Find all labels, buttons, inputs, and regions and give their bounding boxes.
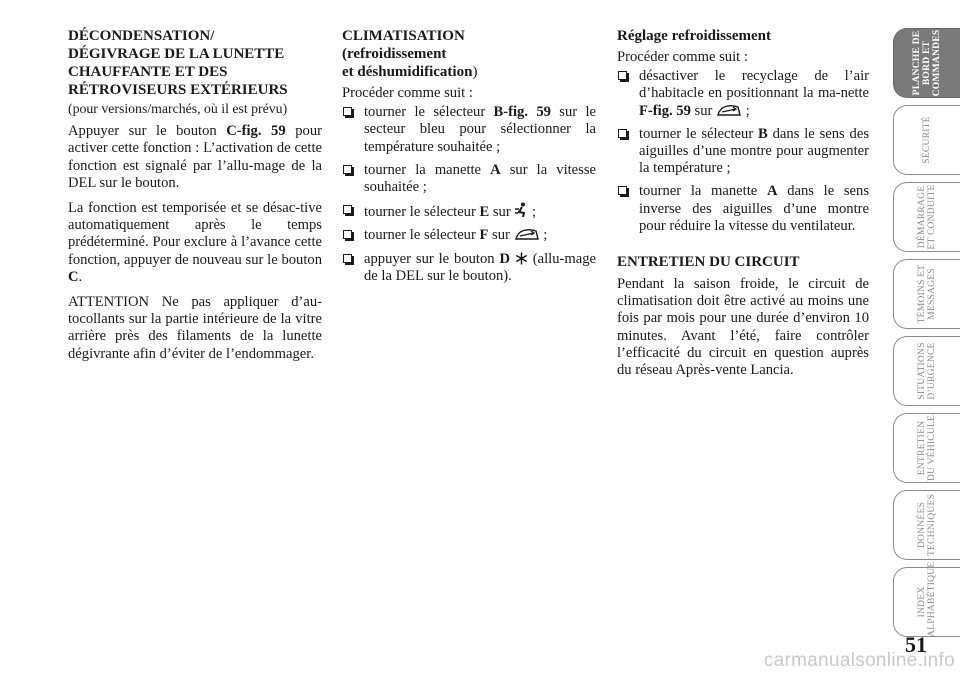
tab-planche-de-bord[interactable]: PLANCHE DE BORD ET COMMANDES <box>893 28 960 98</box>
list-item: tourner la manette A dans le sens inverse des aiguilles d’une montre pour réduire la vitesse du ventilateur. <box>617 183 869 235</box>
tab-entretien[interactable]: ENTRETIEN DU VÉHICULE <box>893 413 960 483</box>
list-item: tourner le sélecteur E sur ; <box>342 202 596 221</box>
climatisation-intro: Procéder comme suit : <box>342 85 473 101</box>
climatisation-heading: CLIMATISATION (refroidissement et déshumidification) <box>342 28 478 80</box>
tab-index[interactable]: INDEX ALPHABÉTIQUE <box>893 567 960 637</box>
checkbox-bullet-icon <box>343 205 352 214</box>
snowflake-icon <box>515 252 528 265</box>
defrost-paragraph-1: Appuyer sur le bouton C-fig. 59 pour activer cette fonction : L’activation de cette fonction est signalé par l’allu-mage de la DEL sur le bouton. <box>68 123 322 191</box>
column-defrost <box>68 27 322 371</box>
tab-situations-urgence[interactable]: SITUATIONS D’URGENCE <box>893 336 960 406</box>
column-cooling <box>617 27 869 387</box>
maintenance-heading: ENTRETIEN DU CIRCUIT <box>617 254 800 271</box>
list-item: tourner le sélecteur B-fig. 59 sur le secteur bleu pour sélectionner la température souhaitée ; <box>342 104 596 156</box>
maintenance-paragraph: Pendant la saison froide, le circuit de climatisation doit être activé au moins une fois par mois pour une durée d’environ 10 minutes. Avant l’été, faire contrôler l’efficacité du circuit en question auprès du réseau Après-vente Lancia. <box>617 276 869 379</box>
person-vent-icon <box>514 202 528 218</box>
outside-air-icon <box>514 227 540 241</box>
watermark: carmanualsonline.info <box>763 650 955 671</box>
tab-securite[interactable]: SÉCURITÉ <box>893 105 960 175</box>
cooling-intro: Procéder comme suit : <box>617 49 748 65</box>
tab-donnees-techniques[interactable]: DONNÉES TECHNIQUES <box>893 490 960 560</box>
tab-demarrage[interactable]: DÉMARRAGE ET CONDUITE <box>893 182 960 252</box>
column-climatisation <box>342 27 596 291</box>
list-item: tourner la manette A sur la vitesse souhaitée ; <box>342 162 596 196</box>
defrost-warning: ATTENTION Ne pas appliquer d’au-tocollants sur la partie intérieure de la vitre arrière près des filaments de la lunette dégivrante afin d’éviter de l’endommager. <box>68 294 322 362</box>
cooling-heading: Réglage refroidissement <box>617 28 771 44</box>
list-item: désactiver le recyclage de l’air d’habitacle en positionnant la ma-nette F-fig. 59 sur ; <box>617 68 869 120</box>
list-item: tourner le sélecteur B dans le sens des aiguilles d’une montre pour augmenter la température ; <box>617 126 869 178</box>
list-item: appuyer sur le bouton D (allu-mage de la DEL sur le bouton). <box>342 251 596 285</box>
checkbox-bullet-icon <box>343 254 352 263</box>
checkbox-bullet-icon <box>343 107 352 116</box>
list-item: tourner le sélecteur F sur ; <box>342 227 596 244</box>
climatisation-steps <box>342 104 596 285</box>
defrost-subnote: (pour versions/marchés, où il est prévu) <box>68 101 288 116</box>
checkbox-bullet-icon <box>343 230 352 239</box>
defrost-paragraph-2: La fonction est temporisée et se désac-tive automatiquement après le temps prédéterminé. Pour exclure à l’avance cette fonction, appuyer de nouveau sur le bouton C. <box>68 200 322 285</box>
outside-air-icon <box>716 103 742 117</box>
defrost-heading: DÉCONDENSATION/ DÉGIVRAGE DE LA LUNETTE CHAUFFANTE ET DES RÉTROVISEURS EXTÉRIEURS <box>68 28 288 98</box>
tab-temoins[interactable]: TÉMOINS ET MESSAGES <box>893 259 960 329</box>
checkbox-bullet-icon <box>343 165 352 174</box>
cooling-steps <box>617 68 869 235</box>
page-number: 51 <box>905 632 927 657</box>
checkbox-bullet-icon <box>618 129 627 138</box>
checkbox-bullet-icon <box>618 71 627 80</box>
chapter-tabs <box>893 28 960 644</box>
checkbox-bullet-icon <box>618 186 627 195</box>
